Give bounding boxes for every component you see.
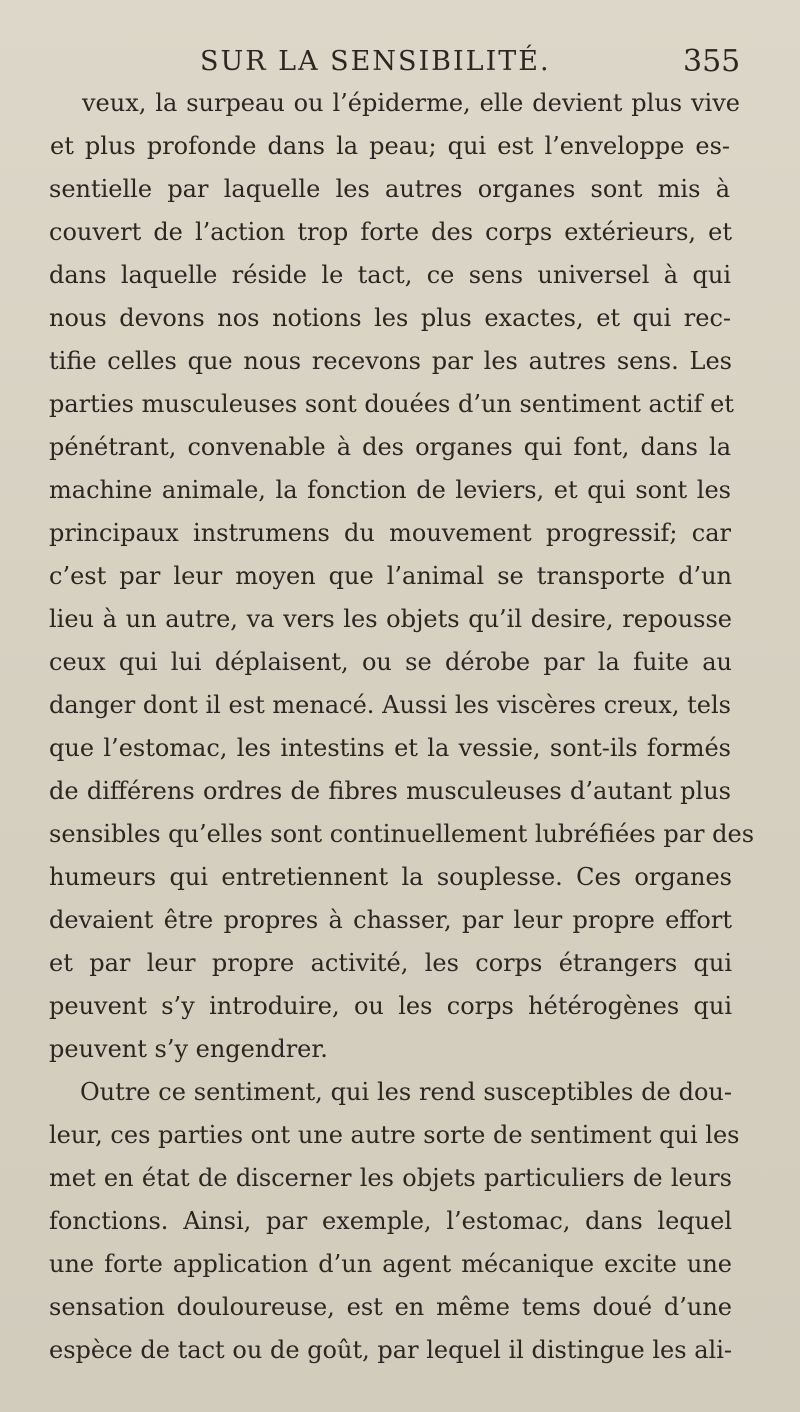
text-line: parties musculeuses sont douées d’un sentiment actif et xyxy=(49,390,734,418)
text-line: pénétrant, convenable à des organes qui font, dans la xyxy=(49,433,731,461)
text-line: que l’estomac, les intestins et la vessie, sont-ils formés xyxy=(49,734,731,762)
text-line: une forte application d’un agent mécanique excite une xyxy=(49,1250,732,1278)
text-line: espèce de tact ou de goût, par lequel il distingue les ali- xyxy=(49,1336,732,1364)
page-header xyxy=(0,46,800,86)
text-line: peuvent s’y introduire, ou les corps hétérogènes qui xyxy=(49,992,732,1020)
page-number: 355 xyxy=(683,44,741,79)
text-line: principaux instrumens du mouvement progressif; car xyxy=(49,519,731,547)
text-line: et par leur propre activité, les corps étrangers qui xyxy=(49,949,732,977)
text-line: danger dont il est menacé. Aussi les viscères creux, tels xyxy=(49,691,731,719)
text-line: de différens ordres de fibres musculeuses d’autant plus xyxy=(49,777,731,805)
text-line: tifie celles que nous recevons par les autres sens. Les xyxy=(49,347,732,375)
text-line: fonctions. Ainsi, par exemple, l’estomac, dans lequel xyxy=(49,1207,732,1235)
text-line: met en état de discerner les objets particuliers de leurs xyxy=(49,1164,732,1192)
text-line: Outre ce sentiment, qui les rend susceptibles de dou- xyxy=(80,1078,732,1106)
text-line: sensibles qu’elles sont continuellement lubréfiées par des xyxy=(49,820,755,848)
text-line: veux, la surpeau ou l’épiderme, elle devient plus vive xyxy=(82,89,740,117)
text-line: et plus profonde dans la peau; qui est l’enveloppe es- xyxy=(50,132,730,160)
text-line: peuvent s’y engendrer. xyxy=(49,1035,328,1063)
text-line: sensation douloureuse, est en même tems doué d’une xyxy=(49,1293,732,1321)
text-line: dans laquelle réside le tact, ce sens universel à qui xyxy=(49,261,731,289)
text-line: devaient être propres à chasser, par leur propre effort xyxy=(49,906,732,934)
running-title: SUR LA SENSIBILITÉ. xyxy=(200,46,551,77)
text-line: ceux qui lui déplaisent, ou se dérobe par la fuite au xyxy=(49,648,732,676)
text-line: humeurs qui entretiennent la souplesse. Ces organes xyxy=(49,863,732,891)
text-line: leur, ces parties ont une autre sorte de sentiment qui les xyxy=(49,1121,740,1149)
text-line: machine animale, la fonction de leviers, et qui sont les xyxy=(49,476,731,504)
text-line: c’est par leur moyen que l’animal se transporte d’un xyxy=(49,562,732,590)
text-line: nous devons nos notions les plus exactes, et qui rec- xyxy=(49,304,731,332)
text-line: lieu à un autre, va vers les objets qu’il desire, repousse xyxy=(49,605,732,633)
text-line: sentielle par laquelle les autres organes sont mis à xyxy=(49,175,730,203)
text-line: couvert de l’action trop forte des corps extérieurs, et xyxy=(49,218,732,246)
